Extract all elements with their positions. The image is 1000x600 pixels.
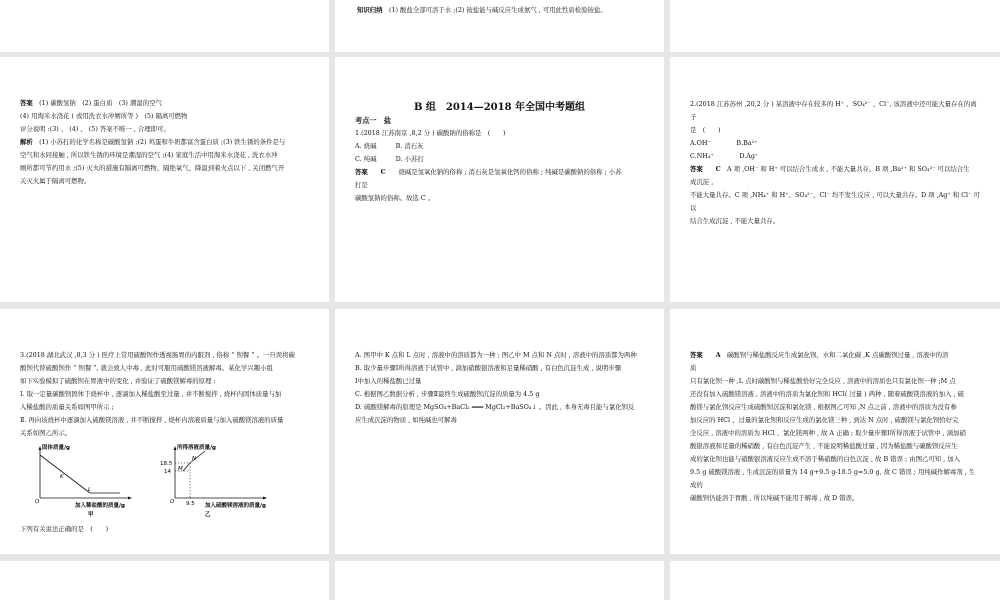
- chart-jia-name: 甲: [88, 512, 94, 518]
- chart-yi-y1: 18.5: [160, 461, 173, 467]
- chart-yi: [160, 443, 267, 518]
- option-line: A. 烧碱 B. 消石灰: [355, 142, 424, 150]
- problem-line: 入稀盐酸的质量关系如图甲所示 ;: [20, 403, 114, 411]
- summary-text: (1) 酸盐全部可溶于水 ;(2) 铵盐能与碱反应生成氨气 , 可用此性质检验铵盐。: [388, 6, 607, 14]
- problem-line: Ⅱ. 再向该烧杯中逐滴加入硫酸镁溶液 , 并不断搅拌 , 烧杯内溶液质量与加入硫酸镁溶液的质量: [20, 416, 284, 424]
- option-line: C. 根据图乙数据分析 , 步骤Ⅱ最终生成硫酸钡沉淀的质量为 4.5 g: [355, 390, 540, 398]
- answer-line: (4) 用淘米水浇花 ( 或用洗衣水冲厕所等 ) (5) 隔离可燃物: [20, 112, 188, 120]
- answer-line: 不能大量共存。C 项 ,NH₄⁺ 和 H⁺、SO₄²⁻、Cl⁻ 均不发生反应 , 可以大量共存。D 项 ,Ag⁺ 和 Cl⁻ 可以: [690, 191, 980, 212]
- page-bottom-middle: [335, 561, 664, 600]
- summary-label: 知识归纳: [357, 6, 383, 14]
- chart-jia-point-l: L: [88, 487, 92, 493]
- answer-line: 评分说明 :(3) 、 (4) 、 (5) 答案不唯一 , 合理即可。: [20, 125, 170, 133]
- option-b: B.Ba²⁺: [736, 139, 758, 147]
- answer-line: 碳酸氢钠的俗称。故选 C 。: [355, 194, 435, 202]
- option-d: D.Ag⁺: [739, 152, 759, 160]
- analysis-line: 空气和水同接触 , 所以铁生锈的环境是潮湿的空气 ;(4) 家庭生活中用淘米水浇花 , 洗衣水冲: [20, 151, 278, 159]
- answer-label: 答案: [690, 351, 703, 359]
- problem-footer: 下列有关说法正确的是 ( ): [20, 525, 109, 533]
- answer-letter: A: [715, 351, 721, 359]
- chart-yi-origin: O: [170, 499, 175, 505]
- problem-line: 酸钡代替硫酸钡作 “ 钡餐 ”, 就会致人中毒 , 此时可服用硫酸镁溶液解毒。某化学兴趣小组: [20, 364, 273, 372]
- figure-charts: [20, 443, 310, 523]
- question-text: 2.(2018 江苏苏州 ,20,2 分 ) 某溶液中存在较多的 H⁺ 、SO₄²⁻ 、Cl⁻, 该溶液中还可能大量存在的离子: [690, 100, 977, 121]
- section-heading: 考点一 盐: [355, 116, 391, 125]
- page-mid-right: [670, 57, 1000, 302]
- answer-line: 9.5 g 硫酸镁溶液 , 生成沉淀的质量为 14 g+9.5 g-18.5 g=5.0 g, 故 C 错误 ; 用纯碱作解毒剂 , 生成的: [690, 468, 976, 489]
- page-bot-middle: [335, 309, 664, 554]
- answer-letter: C: [715, 165, 721, 173]
- answer-line: 碳酸钡仍能溶于胃酸 , 所以纯碱不能用于解毒 , 故 D 错误。: [690, 494, 859, 502]
- analysis-line: 厕所都可节约用水 ;(5) 灭火的措施有隔离可燃物、隔绝氧气、降温到着火点以下 , 关闭燃气开: [20, 164, 285, 172]
- option-line: A. 图甲中 K 点和 L 点时 , 溶液中的溶质都为一种 ; 图乙中 M 点和 N 点时 , 溶液中的溶质都为两种: [355, 351, 637, 359]
- problem-line: 如下实验模拟了硫酸钡在胃液中的变化 , 并验证了硫酸镁解毒的原理 :: [20, 377, 216, 385]
- option-line: B. 取少量步骤Ⅰ所得溶液于试管中 , 滴加硝酸银溶液和足量稀硝酸 , 有白色沉淀生成 , 说明步骤: [355, 364, 622, 372]
- analysis-line: (1) 小苏打的化学名称是碳酸氢钠 ;(2) 鸡蛋和牛奶都富含蛋白质 ;(3) 铁生锈的条件是与: [39, 138, 286, 146]
- chart-jia-ylabel: 固体质量/g: [42, 445, 70, 451]
- answer-line: 烧碱是氢氧化钠的俗称 ; 消石灰是氢氧化钙的俗称 ; 纯碱是碳酸钠的俗称 ; 小苏: [398, 168, 622, 176]
- question-text: 1.(2018 江苏南京 ,8,2 分 ) 碳酸钠的俗称是 ( ): [355, 129, 506, 137]
- chart-yi-y2: 14: [164, 469, 171, 475]
- chart-jia-origin: O: [35, 499, 40, 505]
- page-bottom-right: [670, 561, 1000, 600]
- page-bot-right: [670, 309, 1000, 554]
- analysis-label: 解析: [20, 138, 33, 146]
- option-line: C. 纯碱 D. 小苏打: [355, 155, 424, 163]
- page-bot-left: [0, 309, 329, 554]
- answer-line: 质: [690, 364, 697, 372]
- page-bottom-left: [0, 561, 329, 600]
- answer-line: (1) 碳酸氢钠 (2) 蛋白质 (3) 潮湿的空气: [39, 99, 162, 107]
- option-line: 应生成沉淀的物质 , 如纯碱也可解毒: [355, 416, 457, 424]
- chart-yi-ylabel: 所得溶液质量/g: [177, 445, 216, 451]
- page-mid-left: [0, 57, 329, 302]
- chart-yi-xlabel: 加入硫酸镁溶液的质量/g: [205, 503, 266, 509]
- problem-line: Ⅰ. 取一定量碳酸钡固体于烧杯中 , 逐滴加入稀盐酸至过量 , 并不断搅拌 , 烧杯内固体质量与加: [20, 390, 282, 398]
- chart-jia: [35, 443, 132, 518]
- answer-line: 只有氯化钡一种 ,L 点时碳酸钡与稀盐酸恰好完全反应 , 溶液中的溶质也只有氯化钡一种 ;M 点: [690, 377, 956, 385]
- answer-letter: C: [380, 168, 386, 176]
- option-line: Ⅰ中加入的稀盐酸已过量: [355, 377, 422, 385]
- analysis-line: 关灭火属于隔离可燃物。: [20, 177, 91, 185]
- page-mid-middle: [335, 57, 664, 302]
- answer-line: 加反应的 HCl 、过量的氯化钡和反应生成的氯化镁三种 , 到达 N 点时 , 硫酸镁与氯化钡恰好完: [690, 416, 959, 424]
- answer-line: 成的氯化钡也能与硝酸银溶液反应生成不溶于稀硝酸的白色沉淀 , 故 B 错误 ; 由图乙可知 , 加入: [690, 455, 961, 463]
- chart-jia-point-k: K: [60, 474, 64, 480]
- page-top-right: [670, 0, 1000, 52]
- answer-line: 还没有加入硫酸镁溶液 , 溶液中的溶质为氯化钡和 HCl( 过量 ) 两种 , 随着硫酸镁溶液的加入 , 硫: [690, 390, 964, 398]
- answer-label: 答案: [20, 99, 33, 107]
- chart-jia-xlabel: 加入稀盐酸的质量/g: [75, 503, 125, 509]
- chart-jia-line-down: [40, 455, 90, 493]
- answer-line: 结合生成沉淀 , 不能大量共存。: [690, 217, 780, 225]
- answer-line: 全反应 , 溶液中的溶质为 HCl 、氯化镁两种 , 故 A 正确 ; 取少量步骤Ⅰ所得溶液于试管中 , 滴加硝: [690, 429, 966, 437]
- chart-yi-line-rise: [183, 463, 190, 471]
- chart-yi-point-n: N: [192, 456, 197, 462]
- answer-line: 打是: [355, 181, 368, 189]
- group-title: B 组 2014—2018 年全国中考题组: [413, 102, 586, 113]
- option-c: C.NH₄⁺: [690, 152, 714, 160]
- question-text: 是 ( ): [690, 126, 721, 134]
- answer-line: A 项 ,OH⁻ 和 H⁺ 可以结合生成水 , 不能大量共存。B 项 ,Ba²⁺ 和 SO₄²⁻ 可以结合生: [727, 165, 970, 173]
- option-line: D. 硫酸镁解毒的原理是 MgSO₄+BaCl₂ ═══ MgCl₂+BaSO₄↓ 。因此 , 本身无毒且能与氯化钡反: [355, 403, 635, 411]
- chart-yi-x1: 9.5: [186, 501, 195, 507]
- problem-line: 3.(2018 湖北武汉 ,8,3 分 ) 医疗上常用硫酸钡作透视肠胃的内服剂 , 俗称 “ 钡餐 ” 。一旦误将碳: [20, 351, 295, 359]
- answer-line: 碳酸钡与稀盐酸反应生成氯化钡、水和二氧化碳 ,K 点碳酸钡过量 , 溶液中的溶: [726, 351, 949, 359]
- answer-line: 成沉淀 ,: [690, 178, 714, 186]
- answer-line: 酸银溶液和足量的稀硝酸 , 有白色沉淀产生 , 不能说明稀盐酸过量 , 因为稀盐酸与碳酸钡反应生: [690, 442, 958, 450]
- answer-line: 酸镁与氯化钡反应生成硫酸钡沉淀和氯化镁 , 根据图乙可知 ,N 点之前 , 溶液中的溶质为没有参: [690, 403, 957, 411]
- chart-yi-name: 乙: [205, 512, 211, 518]
- answer-label: 答案: [355, 168, 368, 176]
- answer-label: 答案: [690, 165, 703, 173]
- page-top-left: [0, 0, 329, 52]
- chart-yi-point-m: M: [178, 466, 183, 472]
- option-a: A.OH⁻: [690, 139, 711, 147]
- problem-line: 关系如图乙所示。: [20, 429, 72, 437]
- page-top-middle: [335, 0, 664, 52]
